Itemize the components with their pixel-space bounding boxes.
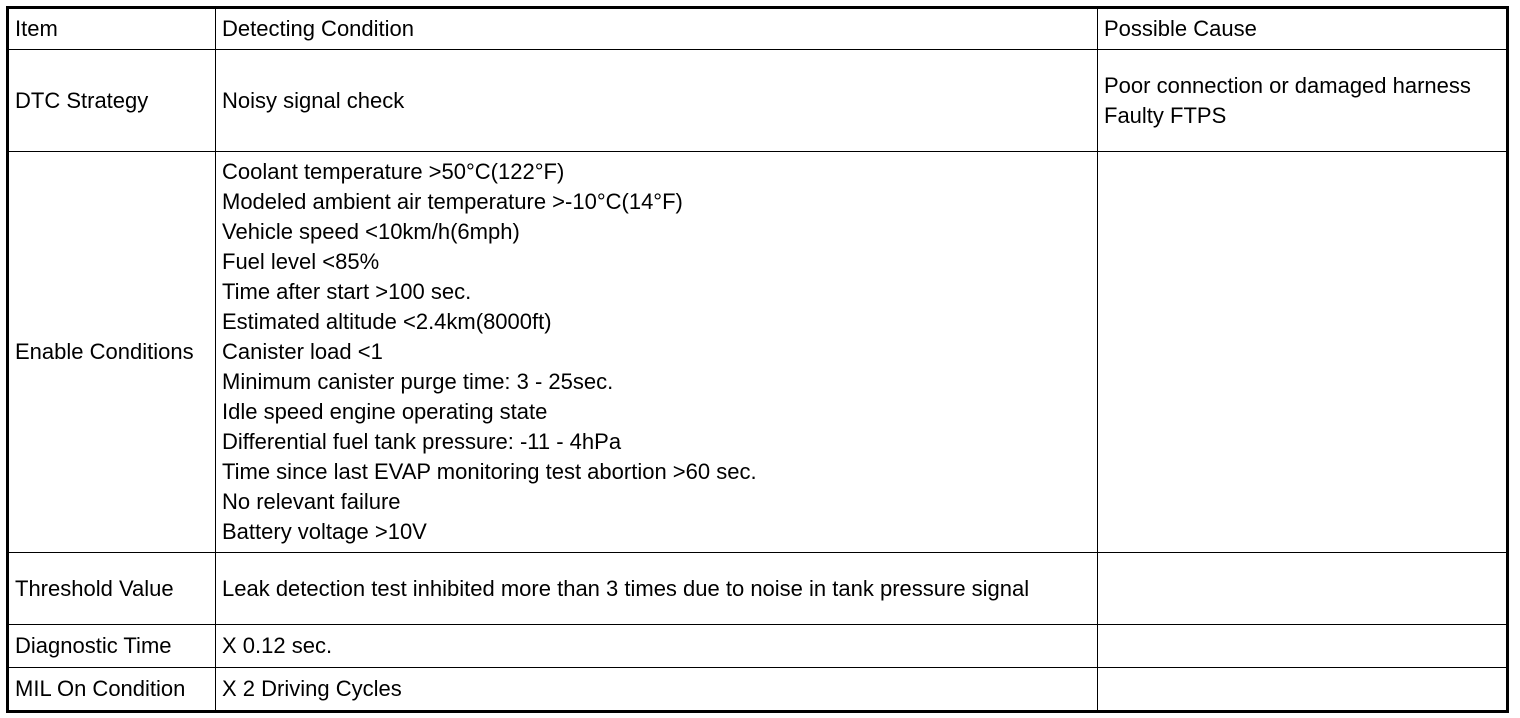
condition-line: Modeled ambient air temperature >-10°C(14°F) (222, 189, 683, 214)
condition-line: Time since last EVAP monitoring test abortion >60 sec. (222, 459, 757, 484)
condition-line: Differential fuel tank pressure: -11 - 4hPa (222, 429, 622, 454)
table-row (8, 668, 1508, 712)
row-condition-cell (216, 50, 1098, 152)
table-row (8, 553, 1508, 625)
condition-line: Fuel level <85% (222, 249, 380, 274)
header-item: Item (8, 8, 216, 50)
header-row (8, 8, 1508, 50)
row-item-mil-on-condition: MIL On Condition (8, 668, 216, 712)
condition-line: X 0.12 sec. (222, 633, 333, 658)
row-condition-cell (216, 152, 1098, 553)
table-row (8, 625, 1508, 668)
diagnostic-table (6, 6, 1509, 713)
row-cause-cell (1098, 625, 1508, 668)
row-item-diagnostic-time: Diagnostic Time (8, 625, 216, 668)
row-item-threshold-value: Threshold Value (8, 553, 216, 625)
table-row (8, 152, 1508, 553)
condition-line: Canister load <1 (222, 339, 383, 364)
row-cause-cell (1098, 553, 1508, 625)
row-condition-cell (216, 553, 1098, 625)
condition-line: Minimum canister purge time: 3 - 25sec. (222, 369, 614, 394)
condition-line: Time after start >100 sec. (222, 279, 472, 304)
row-item-dtc-strategy: DTC Strategy (8, 50, 216, 152)
cause-line: Faulty FTPS (1104, 102, 1227, 128)
row-condition-cell (216, 668, 1098, 712)
condition-line: Vehicle speed <10km/h(6mph) (222, 219, 520, 244)
row-item-enable-conditions: Enable Conditions (8, 152, 216, 553)
cause-line: Poor connection or damaged harness (1104, 72, 1471, 98)
condition-line: Coolant temperature >50°C(122°F) (222, 159, 565, 184)
condition-line: Noisy signal check (222, 87, 405, 113)
row-cause-cell (1098, 152, 1508, 553)
table-row (8, 50, 1508, 152)
condition-line: Idle speed engine operating state (222, 399, 548, 424)
row-condition-cell (216, 625, 1098, 668)
condition-line: X 2 Driving Cycles (222, 676, 402, 701)
row-cause-cell (1098, 50, 1508, 152)
condition-line: No relevant failure (222, 489, 401, 514)
condition-line: Leak detection test inhibited more than 3 times due to noise in tank pressure signal (222, 575, 1030, 601)
condition-line: Estimated altitude <2.4km(8000ft) (222, 309, 552, 334)
header-possible-cause: Possible Cause (1098, 8, 1508, 50)
header-detecting-condition: Detecting Condition (216, 8, 1098, 50)
row-cause-cell (1098, 668, 1508, 712)
condition-line: Battery voltage >10V (222, 519, 427, 544)
